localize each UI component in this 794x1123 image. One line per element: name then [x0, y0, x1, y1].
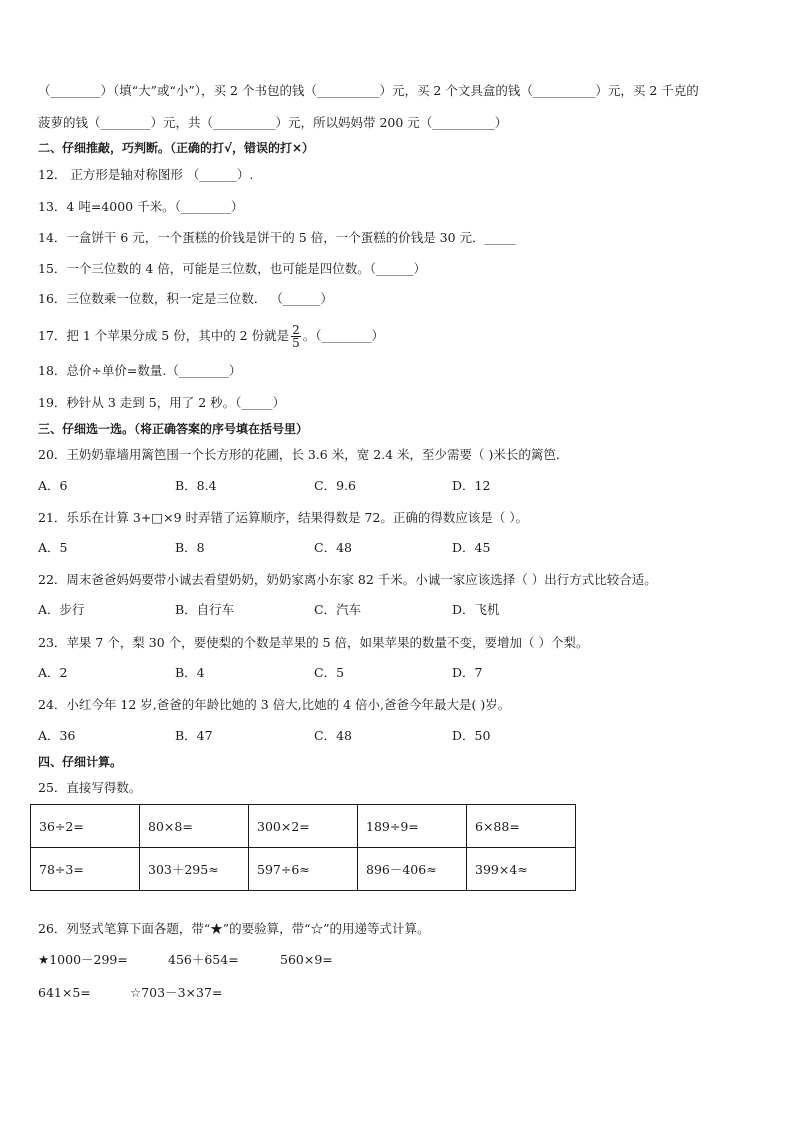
question-21: 21．乐乐在计算 3+□×9 时弄错了运算顺序，结果得数是 72。正确的得数应该是（ ）。 [38, 510, 529, 525]
option-21-b: B．8 [175, 540, 205, 555]
option-20-d: D．12 [452, 478, 491, 493]
option-21-d: D．45 [452, 540, 491, 555]
table-row [31, 848, 576, 891]
carryover-line-2: 菠萝的钱（________）元，共（__________）元，所以妈妈带 200 元（__________） [38, 115, 508, 130]
option-22-b: B．自行车 [175, 602, 235, 617]
question-26: 26．列竖式笔算下面各题，带“★”的要验算，带“☆”的用递等式计算。 [38, 921, 430, 936]
question-17 [38, 320, 384, 352]
option-21-a: A．5 [38, 540, 68, 555]
option-20-a: A．6 [38, 478, 68, 493]
option-24-d: D．50 [452, 728, 491, 743]
option-22-a: A．步行 [38, 602, 85, 617]
fraction-numerator: 2 [292, 323, 300, 337]
table-cell: 300×2= [249, 805, 358, 848]
table-row [31, 805, 576, 848]
section-2-title: 二、仔细推敲，巧判断。（正确的打√，错误的打×） [38, 141, 315, 155]
table-cell: 303＋295≈ [140, 848, 249, 891]
option-24-b: B．47 [175, 728, 213, 743]
question-12: 12． 正方形是轴对称图形 （______）. [38, 167, 254, 182]
section-4-title: 四、仔细计算。 [38, 755, 123, 769]
option-24-a: A．36 [38, 728, 76, 743]
question-22: 22．周末爸爸妈妈要带小诚去看望奶奶，奶奶家离小东家 82 千米。小诚一家应该选择（ ）出行方式比较合适。 [38, 572, 657, 587]
fraction-denominator: 5 [292, 336, 300, 350]
option-20-b: B．8.4 [175, 478, 217, 493]
table-cell: 6×88= [467, 805, 576, 848]
option-24-c: C．48 [314, 728, 352, 743]
table-cell: 80×8= [140, 805, 249, 848]
table-cell: 189÷9= [358, 805, 467, 848]
table-cell: 597÷6≈ [249, 848, 358, 891]
question-17-text: 17．把 1 个苹果分成 5 份，其中的 2 份就是 [38, 328, 290, 343]
question-18: 18．总价÷单价=数量.（________） [38, 363, 242, 378]
fraction [291, 324, 301, 349]
option-23-d: D．7 [452, 665, 483, 680]
option-23-b: B．4 [175, 665, 205, 680]
carryover-line-1: （________）（填“大”或“小”），买 2 个书包的钱（__________）元，买 2 个文具盒的钱（__________）元，买 2 千克的 [38, 83, 699, 98]
q26-item-4: 641×5= [38, 985, 91, 1000]
question-15: 15．一个三位数的 4 倍，可能是三位数，也可能是四位数。（______） [38, 261, 427, 276]
option-23-a: A．2 [38, 665, 68, 680]
table-cell: 896－406≈ [358, 848, 467, 891]
option-21-c: C．48 [314, 540, 352, 555]
question-17-answer-blank: 。（________） [302, 328, 385, 343]
question-20: 20．王奶奶靠墙用篱笆围一个长方形的花圃，长 3.6 米，宽 2.4 米，至少需要（ )米长的篱笆． [38, 447, 569, 462]
question-25: 25．直接写得数。 [38, 780, 142, 795]
question-14: 14．一盒饼干 6 元，一个蛋糕的价钱是饼干的 5 倍，一个蛋糕的价钱是 30 元．_____ [38, 230, 516, 245]
q26-item-2: 456＋654= [168, 952, 239, 967]
q26-item-1: ★1000－299= [38, 952, 128, 967]
question-24: 24．小红今年 12 岁,爸爸的年龄比她的 3 倍大,比她的 4 倍小,爸爸今年最大是( )岁。 [38, 697, 511, 712]
question-16: 16．三位数乘一位数，积一定是三位数． （______） [38, 291, 333, 306]
question-13: 13．4 吨=4000 千米。（________） [38, 199, 244, 214]
question-19: 19．秒针从 3 走到 5，用了 2 秒。（_____） [38, 395, 286, 410]
q26-item-5: ☆703－3×37= [130, 985, 223, 1000]
table-cell: 78÷3= [31, 848, 140, 891]
table-cell: 399×4≈ [467, 848, 576, 891]
mental-math-table [30, 804, 576, 891]
section-3-title: 三、仔细选一选。（将正确答案的序号填在括号里） [38, 422, 309, 436]
option-22-c: C．汽车 [314, 602, 362, 617]
option-23-c: C．5 [314, 665, 345, 680]
option-20-c: C．9.6 [314, 478, 356, 493]
option-22-d: D．飞机 [452, 602, 500, 617]
table-cell: 36÷2= [31, 805, 140, 848]
question-23: 23．苹果 7 个，梨 30 个，要使梨的个数是苹果的 5 倍，如果苹果的数量不变，要增加（ ）个梨。 [38, 635, 589, 650]
q26-item-3: 560×9= [280, 952, 333, 967]
